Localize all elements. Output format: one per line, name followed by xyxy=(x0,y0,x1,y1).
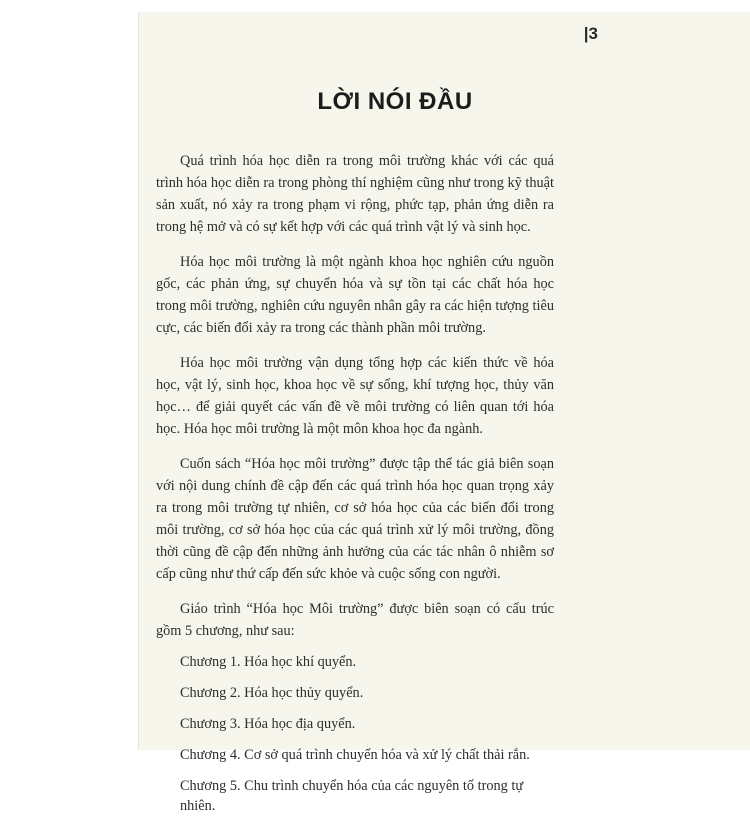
paragraph: Cuốn sách “Hóa học môi trường” được tập thể tác giả biên soạn với nội dung chính đề cập đến các quá trình hóa học quan trọng xảy ra trong môi trường tự nhiên, cơ sở hóa học của các biến đổi trong môi trường, cơ sở hóa học của các quá trình xử lý môi trường, đồng thời cũng đề cập đến những ảnh hưởng của các tác nhân ô nhiễm sơ cấp cũng như thứ cấp đến sức khỏe và cuộc sống con người. xyxy=(156,456,554,582)
preface-body xyxy=(156,150,554,827)
chapter-list xyxy=(156,652,554,816)
paragraph: Hóa học môi trường vận dụng tổng hợp các kiến thức về hóa học, vật lý, sinh học, khoa học về sự sống, khí tượng học, thủy văn học… để giải quyết các vấn đề về môi trường có liên quan tới hóa học. Hóa học môi trường là một môn khoa học đa ngành. xyxy=(156,355,554,437)
page-title: LỜI NÓI ĐẦU xyxy=(317,88,473,115)
chapter-item: Chương 5. Chu trình chuyển hóa của các nguyên tố trong tự nhiên. xyxy=(180,778,524,814)
chapter-item: Chương 2. Hóa học thủy quyển. xyxy=(180,685,364,701)
paragraph: Quá trình hóa học diễn ra trong môi trường khác với các quá trình hóa học diễn ra trong phòng thí nghiệm cũng như trong kỹ thuật sản xuất, nó xảy ra trong phạm vi rộng, phức tạp, phản ứng diễn ra trong hệ mở và có sự kết hợp với các quá trình vật lý và sinh học. xyxy=(156,153,554,235)
chapter-item: Chương 4. Cơ sở quá trình chuyển hóa và xử lý chất thải rắn. xyxy=(180,747,530,763)
chapter-item: Chương 1. Hóa học khí quyển. xyxy=(180,654,357,670)
chapter-item: Chương 3. Hóa học địa quyển. xyxy=(180,716,356,732)
page-number: |3 xyxy=(583,24,598,43)
paragraph: Giáo trình “Hóa học Môi trường” được biên soạn có cấu trúc gồm 5 chương, như sau: xyxy=(156,601,554,639)
paragraph: Hóa học môi trường là một ngành khoa học nghiên cứu nguồn gốc, các phản ứng, sự chuyển hóa và sự tồn tại các chất hóa học trong môi trường, nghiên cứu nguyên nhân gây ra các hiện tượng tiêu cực, các biến đổi xảy ra trong các thành phần môi trường. xyxy=(156,254,554,336)
